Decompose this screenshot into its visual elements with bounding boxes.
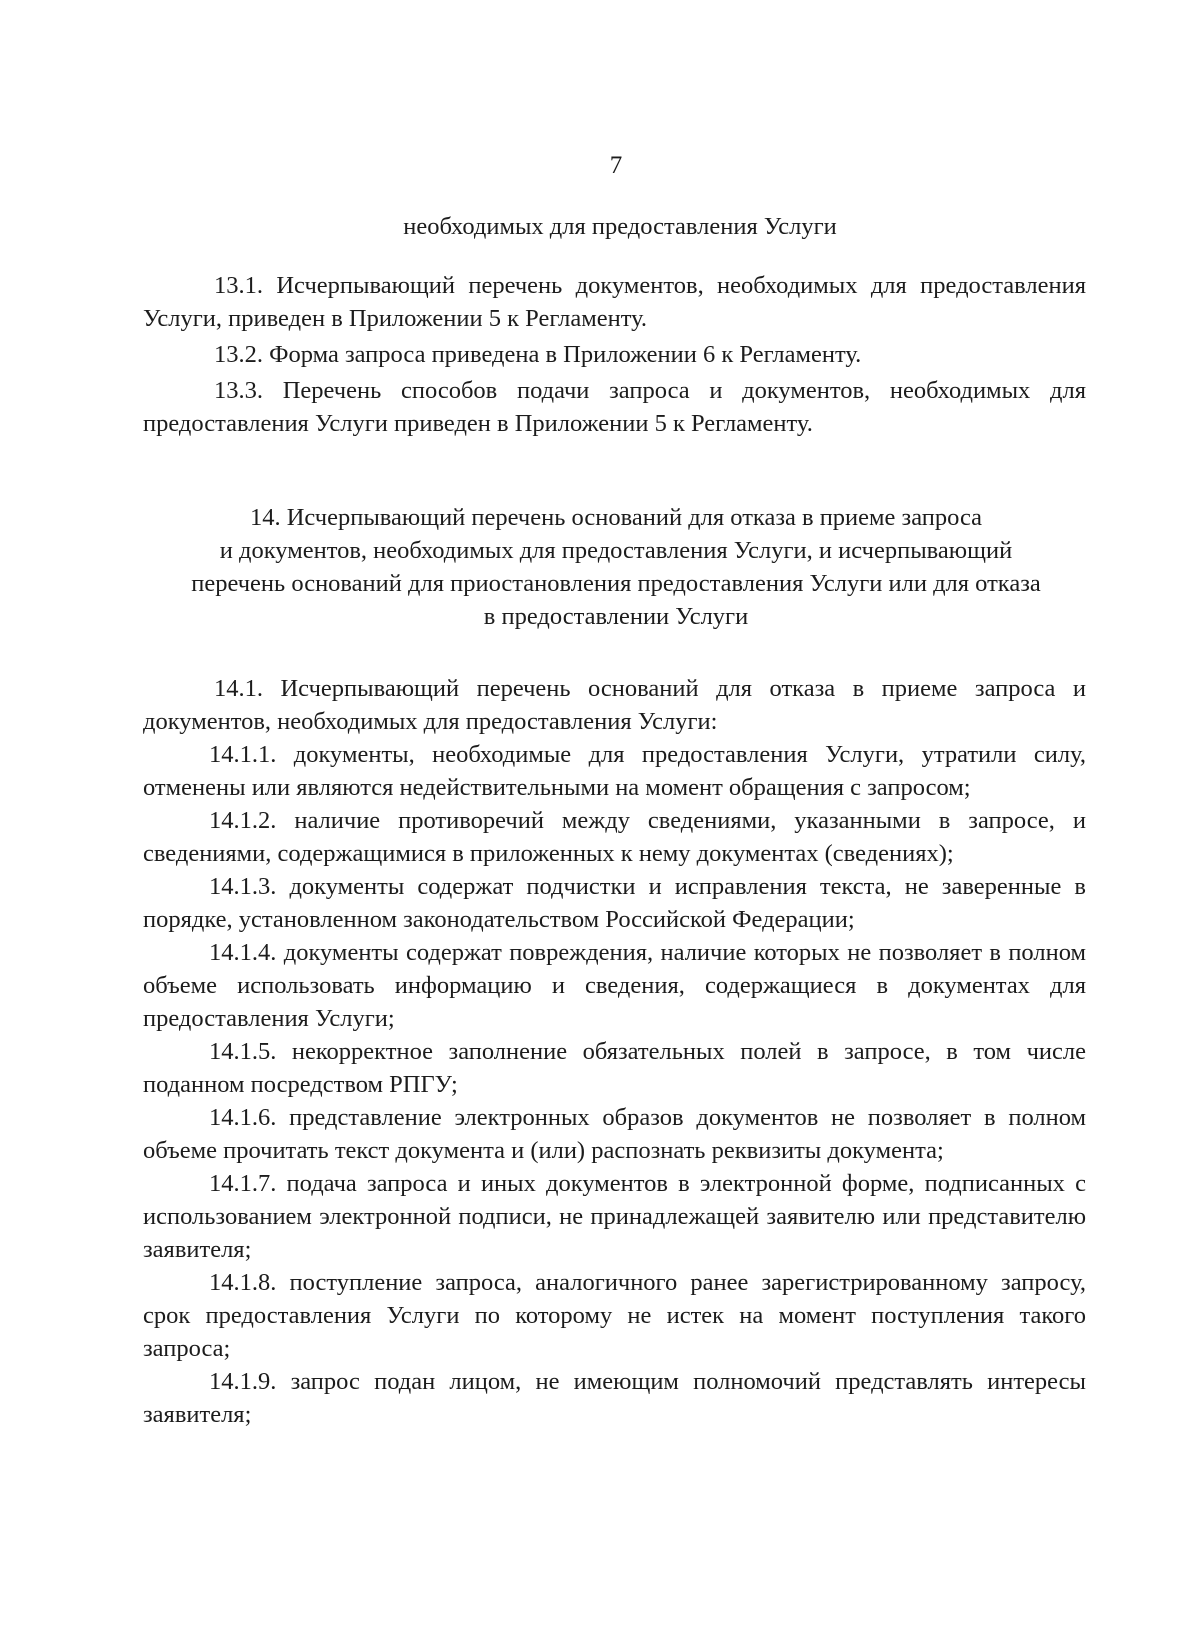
section-13-heading-tail: необходимых для предоставления Услуги	[403, 213, 837, 240]
paragraph-13-2: 13.2. Форма запроса приведена в Приложении 6 к Регламенту.	[214, 341, 862, 368]
section-14-heading-line: перечень оснований для приостановления предоставления Услуги или для отказа	[191, 570, 1041, 597]
section-13-body	[143, 269, 1086, 440]
paragraph-14-1-1: 14.1.1. документы, необходимые для предоставления Услуги, утратили силу, отменены или являются недействительными на момент обращения с запросом;	[143, 741, 1086, 801]
paragraph-14-1-4: 14.1.4. документы содержат повреждения, наличие которых не позволяет в полном объеме использовать информацию и сведения, содержащиеся в документах для предоставления Услуги;	[143, 939, 1086, 1032]
section-14-heading-line: и документов, необходимых для предоставления Услуги, и исчерпывающий	[219, 537, 1013, 564]
paragraph-14-1-6: 14.1.6. представление электронных образов документов не позволяет в полном объеме прочитать текст документа и (или) распознать реквизиты документа;	[143, 1104, 1086, 1164]
paragraph-14-1-9: 14.1.9. запрос подан лицом, не имеющим полномочий представлять интересы заявителя;	[143, 1368, 1086, 1428]
section-14-heading-line: в предоставлении Услуги	[483, 603, 749, 630]
paragraph-14-1-2: 14.1.2. наличие противоречий между сведениями, указанными в запросе, и сведениями, содержащимися в приложенных к нему документах (сведениях);	[143, 807, 1086, 867]
section-14-heading-line: 14. Исчерпывающий перечень оснований для отказа в приеме запроса	[249, 504, 983, 531]
paragraph-14-1-7: 14.1.7. подача запроса и иных документов в электронной форме, подписанных с использованием электронной подписи, не принадлежащей заявителю или представителю заявителя;	[143, 1170, 1086, 1263]
paragraph-14-1: 14.1. Исчерпывающий перечень оснований для отказа в приеме запроса и документов, необходимых для предоставления Услуги:	[143, 675, 1086, 735]
paragraph-13-1: 13.1. Исчерпывающий перечень документов, необходимых для предоставления Услуги, приведен в Приложении 5 к Регламенту.	[143, 272, 1086, 332]
page-number: 7	[609, 152, 623, 179]
paragraph-14-1-5: 14.1.5. некорректное заполнение обязательных полей в запросе, в том числе поданном посредством РПГУ;	[143, 1038, 1086, 1098]
section-14-heading	[146, 501, 1086, 633]
paragraph-14-1-8: 14.1.8. поступление запроса, аналогичного ранее зарегистрированному запросу, срок предоставления Услуги по которому не истек на момент поступления такого запроса;	[143, 1269, 1086, 1362]
paragraph-13-3: 13.3. Перечень способов подачи запроса и документов, необходимых для предоставления Услуги приведен в Приложении 5 к Регламенту.	[143, 377, 1086, 437]
section-14-body	[143, 672, 1086, 1431]
paragraph-14-1-3: 14.1.3. документы содержат подчистки и исправления текста, не заверенные в порядке, установленном законодательством Российской Федерации;	[143, 873, 1086, 933]
